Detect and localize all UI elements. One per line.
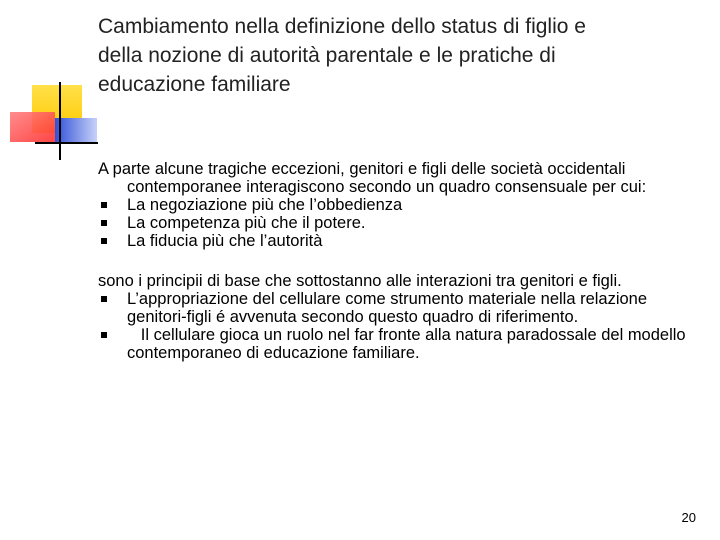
decorative-logo — [0, 0, 100, 170]
second-paragraph: sono i principii di base che sottostanno alle interazioni tra genitori e figli. — [98, 272, 622, 290]
square-bullet-icon — [101, 202, 107, 208]
square-bullet-icon — [101, 238, 107, 244]
title-line: Cambiamento nella definizione dello status di figlio e — [98, 15, 586, 38]
spacer — [98, 250, 708, 272]
bullet-list — [98, 196, 708, 250]
square-bullet-icon — [101, 296, 107, 302]
list-item-text: La competenza più che il potere. — [127, 214, 366, 232]
square-bullet-icon — [101, 220, 107, 226]
list-item — [98, 214, 708, 232]
list-item — [98, 326, 708, 362]
list-item-text: La fiducia più che l’autorità — [127, 232, 323, 250]
bullet-list-2 — [98, 290, 708, 362]
page-number: 20 — [681, 510, 696, 525]
square-bullet-icon — [101, 332, 107, 338]
list-item — [98, 232, 708, 250]
slide-title — [98, 12, 698, 99]
title-line: educazione familiare — [98, 73, 291, 96]
intro-paragraph: A parte alcune tragiche eccezioni, genitori e figli delle società occidentali contemporanee interagiscono secondo un quadro consensuale per cui: — [98, 160, 647, 196]
deco-blue-bar — [55, 118, 97, 142]
deco-red-square — [10, 112, 55, 142]
slide-content — [98, 160, 708, 362]
title-line: della nozione di autorità parentale e le pratiche di — [98, 44, 556, 67]
list-item — [98, 290, 708, 326]
list-item-text: Il cellulare gioca un ruolo nel far fronte alla natura paradossale del modello contemporaneo di educazione familiare. — [127, 326, 691, 362]
list-item-text: L’appropriazione del cellulare come strumento materiale nella relazione genitori-figli é avvenuta secondo questo quadro di riferimento. — [127, 290, 648, 326]
list-item — [98, 196, 708, 214]
list-item-text: La negoziazione più che l’obbedienza — [127, 196, 403, 214]
